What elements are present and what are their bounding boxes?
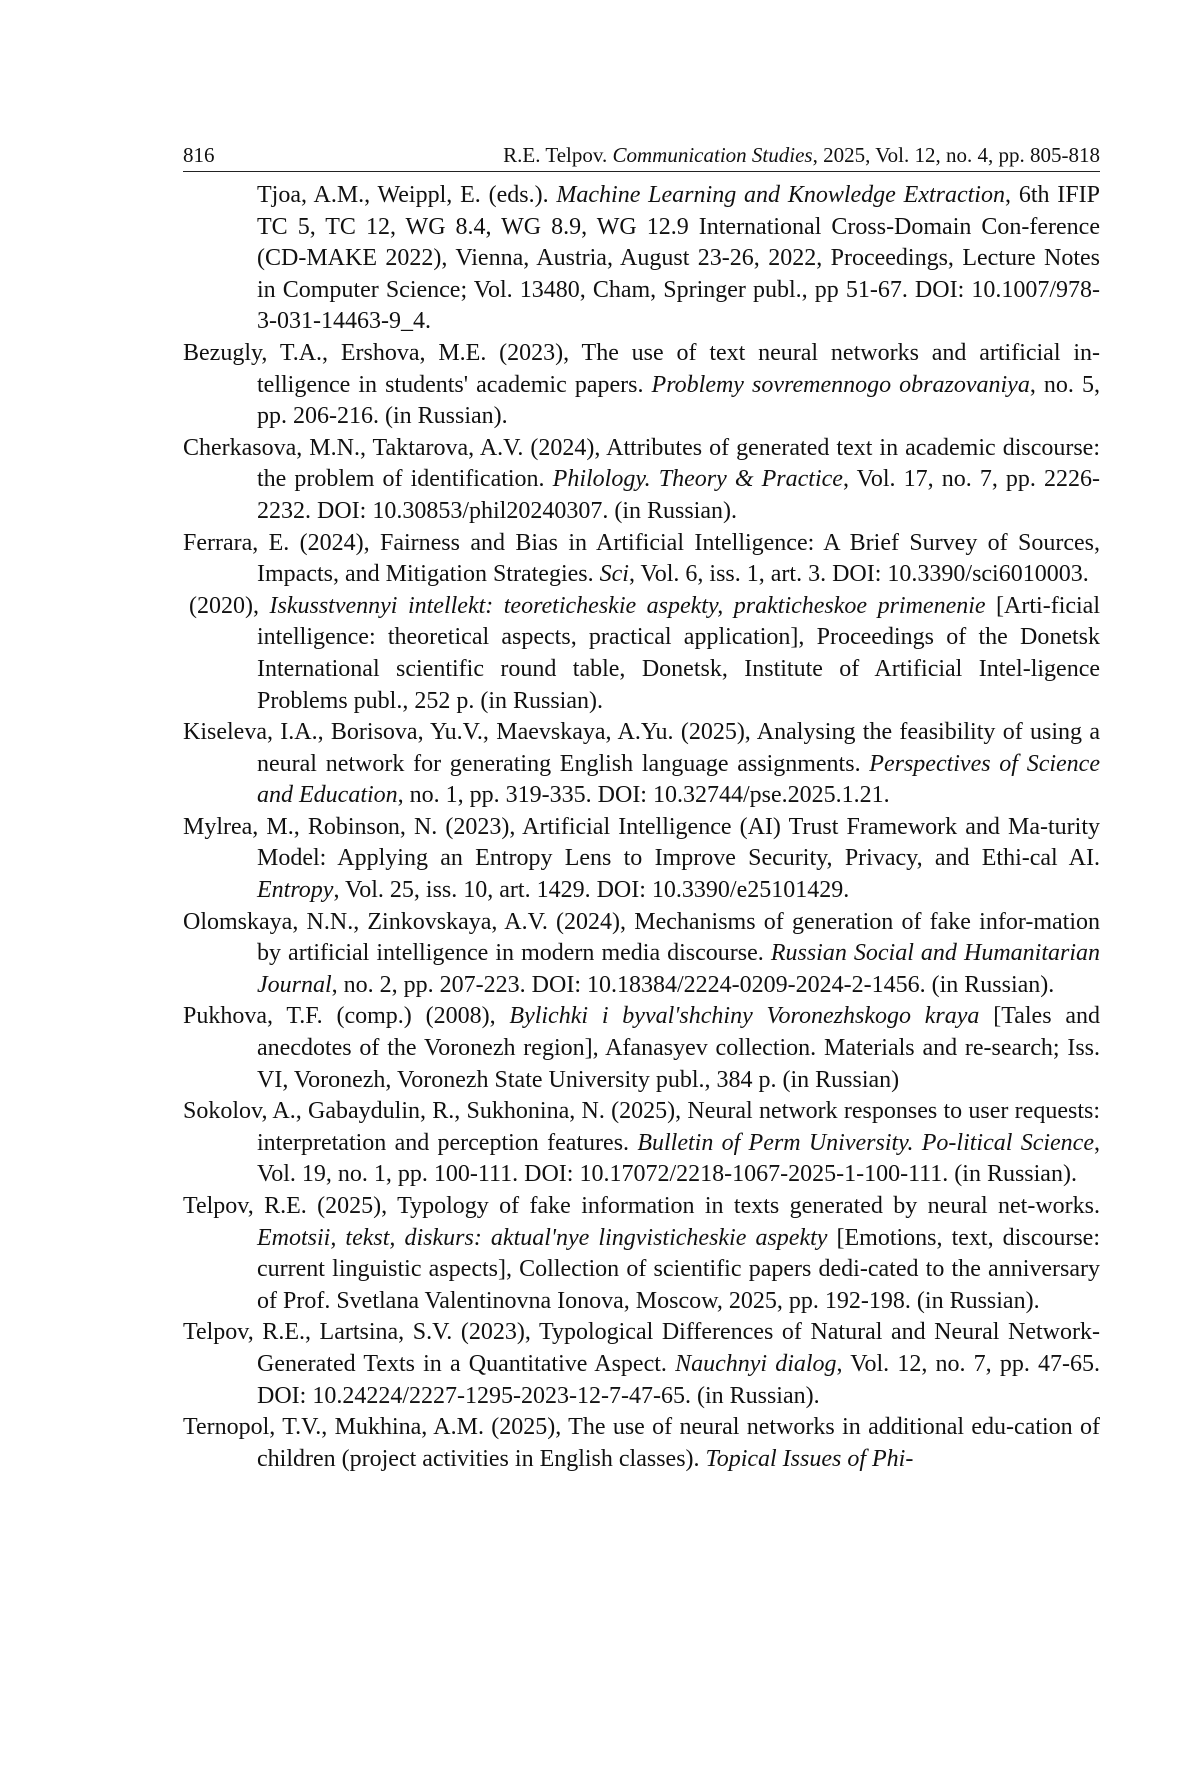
reference-entry: (2020), Iskusstvennyi intellekt: teoreticheskie aspekty, prakticheskoe primenenie [Arti-ficial intelligence: theoretical aspects, practical application], Proceedings of the Donetsk International scientific round table, Donetsk, Institute of Artificial Intel-ligence Problems publ., 252 p. (in Russian). bbox=[189, 592, 1100, 714]
running-header bbox=[183, 142, 1100, 172]
reference-entry: Ferrara, E. (2024), Fairness and Bias in Artificial Intelligence: A Brief Survey of Sources, Impacts, and Mitigation Strategies. Sci, Vol. 6, iss. 1, art. 3. DOI: 10.3390/sci6010003. bbox=[183, 529, 1100, 588]
reference-entry: Tjoa, A.M., Weippl, E. (eds.). Machine Learning and Knowledge Extraction, 6th IFIP TC 5, TC 12, WG 8.4, WG 8.9, WG 12.9 International Cross-Domain Con-ference (CD-MAKE 2022), Vienna, Austria, August 23-26, 2022, Proceedings, Lecture Notes in Computer Science; Vol. 13480, Cham, Springer publ., pp 51-67. DOI: 10.1007/978-3-031-14463-9_4. bbox=[257, 182, 1100, 335]
header-journal: Communication Studies bbox=[612, 143, 813, 167]
reference-entry: Pukhova, T.F. (comp.) (2008), Bylichki i byval'shchiny Voronezhskogo kraya [Tales and anecdotes of the Voronezh region], Afanasyev collection. Materials and re-search; Iss. VI, Voronezh, Voronezh State University publ., 384 p. (in Russian) bbox=[183, 1003, 1100, 1093]
reference-entry: Mylrea, M., Robinson, N. (2023), Artificial Intelligence (AI) Trust Framework and Ma-turity Model: Applying an Entropy Lens to Improve Security, Privacy, and Ethi-cal AI. Entropy, Vol. 25, iss. 10, art. 1429. DOI: 10.3390/e25101429. bbox=[183, 813, 1100, 904]
reference-entry: Telpov, R.E., Lartsina, S.V. (2023), Typological Differences of Natural and Neural Network-Generated Texts in a Quantitative Aspect. Nauchnyi dialog, Vol. 12, no. 7, pp. 47-65. DOI: 10.24224/2227-1295-2023-12-7-47-65. (in Russian). bbox=[183, 1319, 1100, 1409]
reference-entry: Bezugly, T.A., Ershova, M.E. (2023), The use of text neural networks and artificial in-telligence in students' academic papers. Problemy sovremennogo obrazovaniya, no. 5, pp. 206-216. (in Russian). bbox=[183, 339, 1100, 430]
page bbox=[183, 142, 1100, 1475]
running-title bbox=[503, 142, 1100, 168]
reference-entry: Kiseleva, I.A., Borisova, Yu.V., Maevskaya, A.Yu. (2025), Analysing the feasibility of using a neural network for generating English language assignments. Perspectives of Science and Education, no. 1, pp. 319-335. DOI: 10.32744/pse.2025.1.21. bbox=[183, 719, 1100, 809]
header-author: R.E. Telpov. bbox=[503, 143, 613, 167]
reference-list bbox=[183, 180, 1100, 1475]
reference-entry: Telpov, R.E. (2025), Typology of fake information in texts generated by neural net-works. Emotsii, tekst, diskurs: aktual'nye lingvisticheskie aspekty [Emotions, text, discourse: current linguistic aspects], Collection of scientific papers dedi-cated to the anniversary of Prof. Svetlana Valentinovna Ionova, Moscow, 2025, pp. 192-198. (in Russian). bbox=[183, 1193, 1100, 1314]
header-issue-info: , 2025, Vol. 12, no. 4, pp. 805-818 bbox=[812, 143, 1100, 167]
reference-entry: Sokolov, A., Gabaydulin, R., Sukhonina, N. (2025), Neural network responses to user requests: interpretation and perception features. Bulletin of Perm University. Po-litical Science, Vol. 19, no. 1, pp. 100-111. DOI: 10.17072/2218-1067-2025-1-100-111. (in Russian). bbox=[183, 1098, 1100, 1188]
reference-entry: Olomskaya, N.N., Zinkovskaya, A.V. (2024), Mechanisms of generation of fake infor-mation by artificial intelligence in modern media discourse. Russian Social and Humanitarian Journal, no. 2, pp. 207-223. DOI: 10.18384/2224-0209-2024-2-1456. (in Russian). bbox=[183, 908, 1100, 998]
page-number: 816 bbox=[183, 143, 215, 167]
reference-entry: Cherkasova, M.N., Taktarova, A.V. (2024), Attributes of generated text in academic discourse: the problem of identification. Philology. Theory & Practice, Vol. 17, no. 7, pp. 2226-2232. DOI: 10.30853/phil20240307. (in Russian). bbox=[183, 434, 1101, 524]
reference-entry: Ternopol, T.V., Mukhina, A.M. (2025), The use of neural networks in additional edu-cation of children (project activities in English classes). Topical Issues of Phi- bbox=[183, 1414, 1100, 1472]
